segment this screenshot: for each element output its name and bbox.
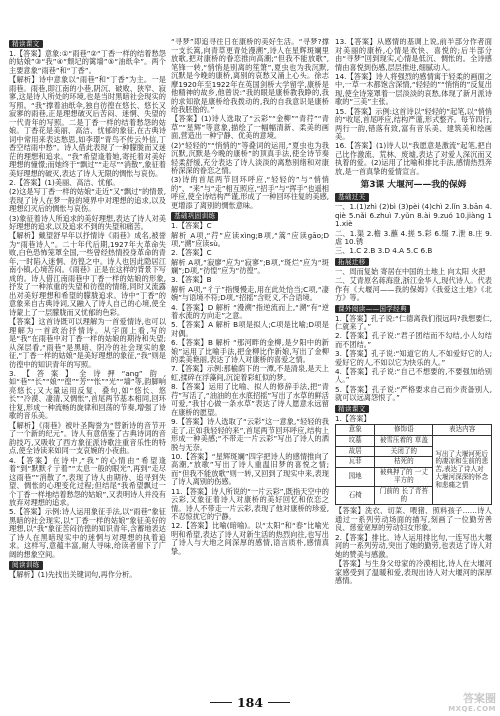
middle-column <box>171 38 329 692</box>
section-tag: 拓展迁移 <box>335 258 369 266</box>
answer-paragraph: 1.【答案】孔子说:“仁德离我们很远吗?我想要仁,仁就来了。” <box>335 313 492 331</box>
answer-paragraph: 2.【答案】排比。诗人运用排比句,一连写出大堰河的一系列劳动,突出了她的勤劳,也表达了诗人对她的赞美与感激。 <box>335 532 492 559</box>
answer-paragraph: 2.【答案】C <box>171 248 212 258</box>
answer-paragraph: “寻梦”即追寻往日在康桥的美好生活。“寻梦?撑一支长篙,向青草更青处漫溯”,诗人在星辉斑斓里放歌,把对康桥的眷恋推向高潮;“但我不能放歌”,笔锋一转,“悄悄是别离的笙箫”,夏虫也为我沉默,沉默是今晚的康桥,离别的哀愁又涌上心头。徐志摩1920年至1922年在英国剑桥大学留学,康桥是他精神的故乡,他曾说:“我的眼是康桥教我睁的,我的求知欲是康桥给我拨动的,我的自我意识是康桥给我胚胎的。” <box>171 38 329 114</box>
page-number: 184 <box>236 694 264 710</box>
answer-paragraph: 2.【答案】孔子说:“君子团结而不勾结,小人勾结而不团结。” <box>335 331 492 349</box>
answer-paragraph: 15.【答案】示例:这首诗以“轻轻的”起笔,以“悄悄的”收尾,首尾呼应,结构严谨,形式整齐。每节四行,两行一韵,错落有致,富有音乐美、建筑美和绘画美。 <box>335 106 492 142</box>
lesson-title: 第3课 大堰河——我的保姆 <box>360 180 467 191</box>
answer-paragraph: 3.【答案】孔子说:“知道它的人,不如爱好它的人;爱好它的人,不如以它为快乐的人。” <box>335 349 492 367</box>
answer-paragraph: 【答案】与生身父母家的冷漠相比,诗人在大堰河家感受到了温暖和爱,表现出诗人对大堰河的深厚感情。 <box>335 559 492 586</box>
table-header-cell: 表达内容 <box>433 425 492 436</box>
answer-paragraph: 1.【答案】意象:①“雨巷”②“丁香一样的结着愁怨的姑娘”③“我”④“颓圮的篱墙”⑤“油纸伞”。两个主要意象“雨巷”和“丁香”。 <box>9 48 166 75</box>
answer-paragraph: 1.【答案】 <box>335 413 371 423</box>
answer-paragraph: 二、1.渠 2.檐 3.蘸 4.搓 5.彩 6.缀 7.泄 8.庄 9.虐 10.锈 <box>335 228 492 247</box>
modifier-cell: 关闭了的 <box>375 446 433 457</box>
section-tag: 基础巩固训练 <box>171 212 218 220</box>
answer-paragraph: 2.【答案】(1)美丽、高洁、忧郁。 <box>9 178 120 187</box>
answer-paragraph: 【答案】洗衣、切菜、喂猪、照料孩子……诗人通过一系列劳动场面的描写,刻画了一位勤劳善良、慈爱宽厚的劳动妇女形象。 <box>335 506 492 533</box>
section-tag: 阅读训练 <box>9 561 43 569</box>
answer-paragraph: 解析 A项,“寂廖”应为“寂寥”;B项,“斑烂”应为“斑斓”;D项,“彷惶”应为“彷徨”。 <box>171 257 329 276</box>
answer-paragraph: 6.【答案】B 解析 “那河畔的金柳,是夕阳中的新娘”运用了比喻手法,把金柳比作新娘,写出了金柳的柔美艳丽,表达了诗人对康桥的喜爱之情。 <box>171 338 329 365</box>
answer-paragraph: 4.【答案】在诗中,“我”的心情由“希望逢着”到“默默彳亍着”“太息一般的眼光”,再到“走尽这雨巷”“消散了”,表现了诗人由期待、追寻到失望、惆怅的心理变化过程;但结尾“我希望飘过一个丁香一样地结着愁怨的姑娘”,又表明诗人并没有放弃对理想的追求。 <box>9 455 166 508</box>
answer-paragraph: 3.【答案】全诗押“ang”韵,如“巷”“长”“娘”“徨”“芳”“怅”“光”“墙”等,韵脚响亮悠长;又大量运用反复、叠句,如“悠长、悠长”“冷漠、凄清,又惆怅”,首尾两节基本相同,回环往复,形成一种流畅的旋律和回荡的节奏,增强了诗歌的音乐美。 <box>9 368 166 421</box>
modifier-cell: 枯死的 <box>375 457 433 468</box>
answer-paragraph: 三、1.C 2.B 3.D 4.A 5.C 6.B <box>335 246 433 256</box>
imagery-cell: 石椅 <box>336 486 375 505</box>
answer-paragraph: 11.【答案】诗人所说的“一片云彩”,既指天空中的云彩,又象征着诗人对康桥的美好回忆和依恋之情。诗人不带走一片云彩,表现了他对康桥的珍爱,不忍惊扰它的宁静。 <box>171 486 329 522</box>
answer-paragraph: 5.【答案】示例:诗人运用象征手法,以“雨巷”象征黑暗的社会现实,以“丁香一样的姑娘”象征美好的理想,以“我”象征苦闷彷徨的知识青年,含蓄地表达了诗人在黑暗现实中的迷惘与对理想的执着追求。这样写,意蕴丰富,耐人寻味,给读者留下了广阔的想象空间。 <box>9 507 166 559</box>
answer-paragraph: 4.【答案】孔子说:“自己不想要的,不要强加给别人。” <box>335 366 492 385</box>
answer-paragraph: 解析 A项,“彳亍”指慢慢走,用在此处恰当;C项,“凄婉”与语境不符;D项,“招摇”含贬义,不合语境。 <box>171 284 329 303</box>
answer-paragraph: 12.【答案】比喻(暗喻)。以“太阳”和“春”比喻光明和希望,表达了诗人对新生活的热烈向往,也写出了诗人与大地之间深厚的感情,语言质朴,感情真挚。 <box>171 521 329 556</box>
footer-rule-left <box>210 702 232 703</box>
table-header-cell: 修饰语 <box>375 425 433 436</box>
watermark <box>448 694 496 714</box>
answer-paragraph: 7.【答案】示例:那榆荫下的一潭,不是清泉,是天上虹,揉碎在浮藻间,沉淀着彩虹似的梦。 <box>171 364 329 382</box>
answer-paragraph: 3.【答案】B <box>171 275 212 285</box>
page-footer <box>180 694 320 710</box>
answer-paragraph: 4.【答案】D 解析 “漫溯”指逆流而上,“溯”有“逆着水流的方向走”之意。 <box>171 302 329 321</box>
answer-paragraph: 14.【答案】诗人将强烈的感情寓于轻柔的画面之中,一草一木都饱含深情,“轻轻的”“悄悄的”反复出现,使全诗笼罩着一层淡淡的哀愁,体现了新月派诗歌的“三美”主张。 <box>335 71 492 107</box>
answer-paragraph: 5.【答案】孔子说:“严格要求自己而少责备别人,就可以远离怨恨了。” <box>335 384 492 403</box>
table-row <box>336 435 492 446</box>
answer-paragraph: 【答案】(1)诗人选取了“云彩”“金柳”“青荇”“青草”“星辉”等意象,描绘了一幅幅清新、柔美的画面,营造出一种宁静、优美的意境。 <box>171 114 329 141</box>
answer-paragraph: (2)“轻轻的”“悄悄的”等叠词的运用,“夏虫也为我沉默,沉默是今晚的康桥”的顶真手法,使全诗节奏轻柔舒缓,充分表达了诗人淡淡的离愁别绪和对康桥深深的眷恋之情。 <box>171 140 329 176</box>
answer-paragraph: 二、艾青原名蒋海澄,浙江金华人,现代诗人。代表作有《大堰河——我的保姆》《我爱这土地》《北方》等。 <box>335 276 492 303</box>
imagery-cell: 故居 <box>336 446 375 457</box>
answer-paragraph: 【解析】《雨巷》被叶圣陶誉为“替新诗的音节开了一个新的纪元”。诗人有意借鉴了古典诗词的音韵技巧,又吸收了西方象征派诗歌注重音乐性的特点,使全诗读来如同一支哀婉的小夜曲。 <box>9 420 166 456</box>
watermark-text: 答案圈 <box>463 692 496 705</box>
section-tag: 精读课文 <box>335 405 369 413</box>
imagery-cell: 园地 <box>336 468 375 487</box>
answer-paragraph: 【答案】这首诗既可以理解为一首爱情诗,也可以理解为一首政治抒情诗。从字面上看,写的是“我”在雨巷中对丁香一样的姑娘的期待和失望;从深层看,“雨巷”是黑暗、阴冷的社会现实的象征,“丁香一样的姑娘”是美好理想的象征,“我”则是彷徨中的知识青年的写照。 <box>9 317 166 369</box>
answer-paragraph: 8.【答案】运用了比喻、拟人的修辞手法,把“青荇”写活了,“油油的在水底招摇”写出了水草的鲜活可爱,“我甘心做一条水草”表达了诗人愿意永远留在康桥的愿望。 <box>171 382 329 417</box>
answer-paragraph: 【解析】戴望舒早年以抒情诗《雨巷》成名,被誉为“雨巷诗人”。二十年代后期,1927年大革命失败,白色恐怖笼罩全国,一些曾经热情投身革命的青年,一时陷入迷惘、彷徨之中。诗人也因此隐居江南小镇,心境苦闷。《雨巷》正是在这样的背景下写成的。诗人借江南雨巷中丁香一样的姑娘的形象,抒发了一种浓重的失望和彷徨的情绪,同时又流露出对美好理想和希望的朦胧追求。诗中“丁香”的意象来自古典诗词,又融入了诗人自己的心境,使全诗蒙上了一层朦胧而又忧郁的色彩。 <box>9 231 166 317</box>
answer-paragraph: (2)这是写丁香一样的姑娘“走近”又“飘过”的情景,表现了诗人在梦一般的境界中对理想的追求,以及理想幻灭后的惆怅与哀伤。 <box>9 187 166 214</box>
answer-paragraph: 一、周而复始 寄居在中国的土地上 向太阳 火把 <box>335 266 486 276</box>
watermark-site: MXQE.COM <box>448 705 496 713</box>
answer-paragraph: 9.【答案】诗人选取了“云彩”这一意象,“轻轻的我走了,正如我轻轻的来”,首尾两节回环呼应,结构上形成一种美感;“不带走一片云彩”写出了诗人的洒脱与无奈。 <box>171 417 329 452</box>
imagery-table <box>335 424 492 505</box>
modifier-cell: 被雪压着的 草盖 <box>375 435 433 446</box>
answer-paragraph: 【解析】(1)先找出关键词句,再作分析。 <box>9 570 137 580</box>
answer-paragraph: (3)诗的首尾两节回环呼应,“轻轻的”与“悄悄的”、“来”与“走”相互照应,“招手”与“挥手”也遥相呼应,使全诗结构严谨,形成了一种回环往复的美感,更增添了离别的惆怅意味。 <box>171 175 329 210</box>
answer-paragraph: 【解析】诗中意象以“雨巷”和“丁香”为主。一是雨巷。雨巷,即江南的小巷,阴沉、破败、狭窄、寂寥,这是诗人所处的环境,也是当时黑暗社会现实的写照。“我”撑着油纸伞,独自彷徨在悠长、悠长又寂寥的雨巷,正是理想破灭后苦闷、迷惘、失望的一代青年的写照。二是丁香一样的结着愁怨的姑娘。丁香花是美丽、高洁、忧郁的象征,在古典诗词中常用来表达愁思,如李璟“青鸟不传云外信,丁香空结雨中愁”。诗人借此表现了一种朦胧而又迷茫的理想和追求。“我”希望逢着她,寄托着对美好理想的憧憬;而她终于“飘过”“走尽”“消散”,象征着美好理想的破灭,表达了诗人无限的惆怅与哀伤。 <box>9 75 166 178</box>
section-tag: 精读课文 <box>9 40 43 48</box>
answer-paragraph: 16.【答案】(1)诗人以“我愿意是激流”起笔,把自己比作激流、荒林、废墟,表达了对爱人深沉而又执着的爱。(2)运用了比喻和排比手法,感情热烈奔放,是一首真挚的爱情宣言。 <box>335 141 492 176</box>
answer-paragraph: 13.【答案】从感情的基调上说,前半部分作者面对美丽的康桥,心情是欢快、喜悦的;后半部分由“寻梦”回到现实,心情是低沉、惆怅的。全诗感情由喜悦到伤感,层层推进,细腻动人。 <box>335 38 492 72</box>
answer-paragraph: 一、1.(1)zhì (2)bì (3)pèi (4)chì 2.lǐn 3.bān 4.qiè 5.nǎi 6.zhuì 7.yǔn 8.ài 9.zuó 10.jiàng 11.xiè <box>335 202 492 229</box>
table-header-row <box>336 425 492 436</box>
section-tag: 课外阅读——国学经典 <box>335 305 410 313</box>
answer-paragraph: 5.【答案】A 解析 B项是拟人;C项是比喻;D项是对偶。 <box>171 320 329 338</box>
answer-paragraph: 解析 A项,“荇”应读xìng;B项,“篙”应读gāo;D项,“溯”应读sù。 <box>171 230 329 249</box>
right-column <box>335 38 492 692</box>
imagery-cell: 瓦菲 <box>336 457 375 468</box>
modifier-cell: 被典押了的 一丈平方的 <box>375 468 433 487</box>
imagery-cell: 坟墓 <box>336 435 375 446</box>
answer-paragraph: 1.【答案】C <box>171 221 212 231</box>
footer-rule-right <box>268 702 290 703</box>
section-tag: 基础过关 <box>335 193 369 201</box>
left-column <box>9 38 166 692</box>
answer-paragraph: (3)象征着诗人所追求的美好理想,表达了诗人对美好理想的追求,以及追求不到的失望和痛苦。 <box>9 213 166 232</box>
answer-paragraph: 10.【答案】“星辉斑斓”四字把诗人的感情推向了高潮,“放歌”写出了诗人重温旧梦的喜悦之情;而“但我不能放歌”则一转,又回到了现实中来,表现了诗人离别的伤感。 <box>171 451 329 487</box>
table-header-cell: 意象 <box>336 425 375 436</box>
modifier-cell: 门前的 长了青苔的 <box>375 486 433 505</box>
expression-cell: 写出了大堰河死后的凄凉和生前的悲苦,表达了诗人对大堰河深深的怀念和悲痛之情 <box>433 435 492 505</box>
